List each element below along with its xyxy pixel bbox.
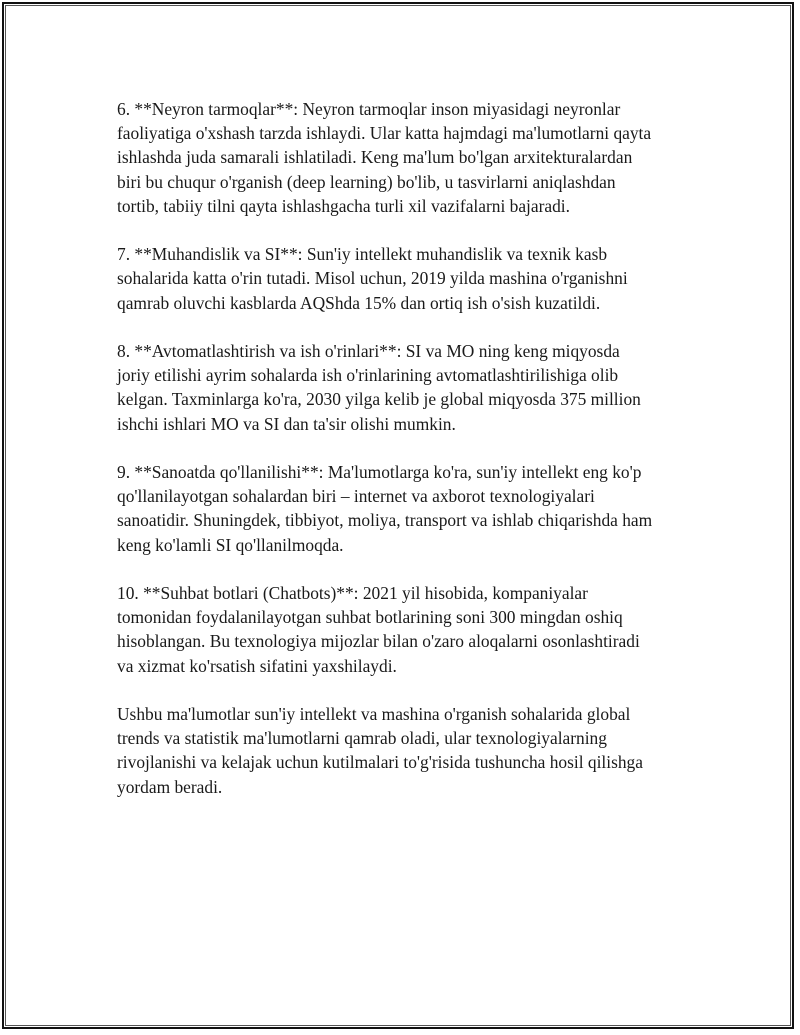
paragraph-sanoatda	[117, 460, 697, 557]
document-page	[2, 2, 794, 1029]
text-line: biri bu chuqur o'rganish (deep learning) bo'lib, u tasvirlarni aniqlashdan	[117, 171, 616, 192]
text-line: 6. **Neyron tarmoqlar**: Neyron tarmoqlar inson miyasidagi neyronlar	[117, 99, 621, 119]
text-line: va xizmat ko'rsatish sifatini yaxshilaydi.	[117, 655, 397, 676]
text-line: faoliyatiga o'xshash tarzda ishlaydi. Ular katta hajmdagi ma'lumotlarni qayta	[117, 123, 652, 144]
text-line: hisoblangan. Bu texnologiya mijozlar bilan o'zaro aloqalarni osonlashtiradi	[117, 631, 640, 652]
text-line: keng ko'lamli SI qo'llanilmoqda.	[117, 534, 344, 555]
text-line: sanoatidir. Shuningdek, tibbiyot, moliya, transport va ishlab chiqarishda ham	[117, 510, 653, 531]
text-line: qamrab oluvchi kasblarda AQShda 15% dan ortiq ish o'sish kuzatildi.	[117, 292, 601, 313]
text-line: 7. **Muhandislik va SI**: Sun'iy intellekt muhandislik va texnik kasb	[117, 244, 608, 265]
text-line: ishlashda juda samarali ishlatiladi. Keng ma'lum bo'lgan arxitekturalardan	[117, 147, 633, 168]
text-line: trends va statistik ma'lumotlarni qamrab oladi, ular texnologiyalarning	[117, 728, 607, 749]
text-line: sohalarida katta o'rin tutadi. Misol uchun, 2019 yilda mashina o'rganishni	[117, 268, 628, 289]
paragraph-suhbat-botlari	[117, 581, 697, 678]
paragraph-neyron-tarmoqlar	[117, 97, 697, 218]
text-line: qo'llanilayotgan sohalardan biri – internet va axborot texnologiyalari	[117, 486, 595, 507]
paragraph-muhandislik	[117, 242, 697, 315]
document-body	[117, 97, 697, 823]
text-line: tomonidan foydalanilayotgan suhbat botlarining soni 300 mingdan oshiq	[117, 607, 623, 628]
text-line: Ushbu ma'lumotlar sun'iy intellekt va mashina o'rganish sohalarida global	[117, 704, 631, 724]
text-line: 8. **Avtomatlashtirish va ish o'rinlari**: SI va MO ning keng miqyosda	[117, 341, 620, 361]
paragraph-avtomatlashtirish	[117, 339, 697, 436]
paragraph-conclusion	[117, 702, 697, 799]
text-line: 10. **Suhbat botlari (Chatbots)**: 2021 yil hisobida, kompaniyalar	[117, 583, 588, 603]
text-line: yordam beradi.	[117, 776, 223, 797]
text-line: joriy etilishi ayrim sohalarda ish o'rinlarining avtomatlashtirilishiga olib	[117, 365, 619, 386]
text-line: 9. **Sanoatda qo'llanilishi**: Ma'lumotlarga ko'ra, sun'iy intellekt eng ko'p	[117, 462, 642, 482]
text-line: kelgan. Taxminlarga ko'ra, 2030 yilga kelib je global miqyosda 375 million	[117, 389, 641, 410]
text-line: tortib, tabiiy tilni qayta ishlashgacha turli xil vazifalarni bajaradi.	[117, 195, 570, 216]
text-line: ishchi ishlari MO va SI dan ta'sir olishi mumkin.	[117, 413, 456, 434]
text-line: rivojlanishi va kelajak uchun kutilmalari to'g'risida tushuncha hosil qilishga	[117, 752, 643, 773]
